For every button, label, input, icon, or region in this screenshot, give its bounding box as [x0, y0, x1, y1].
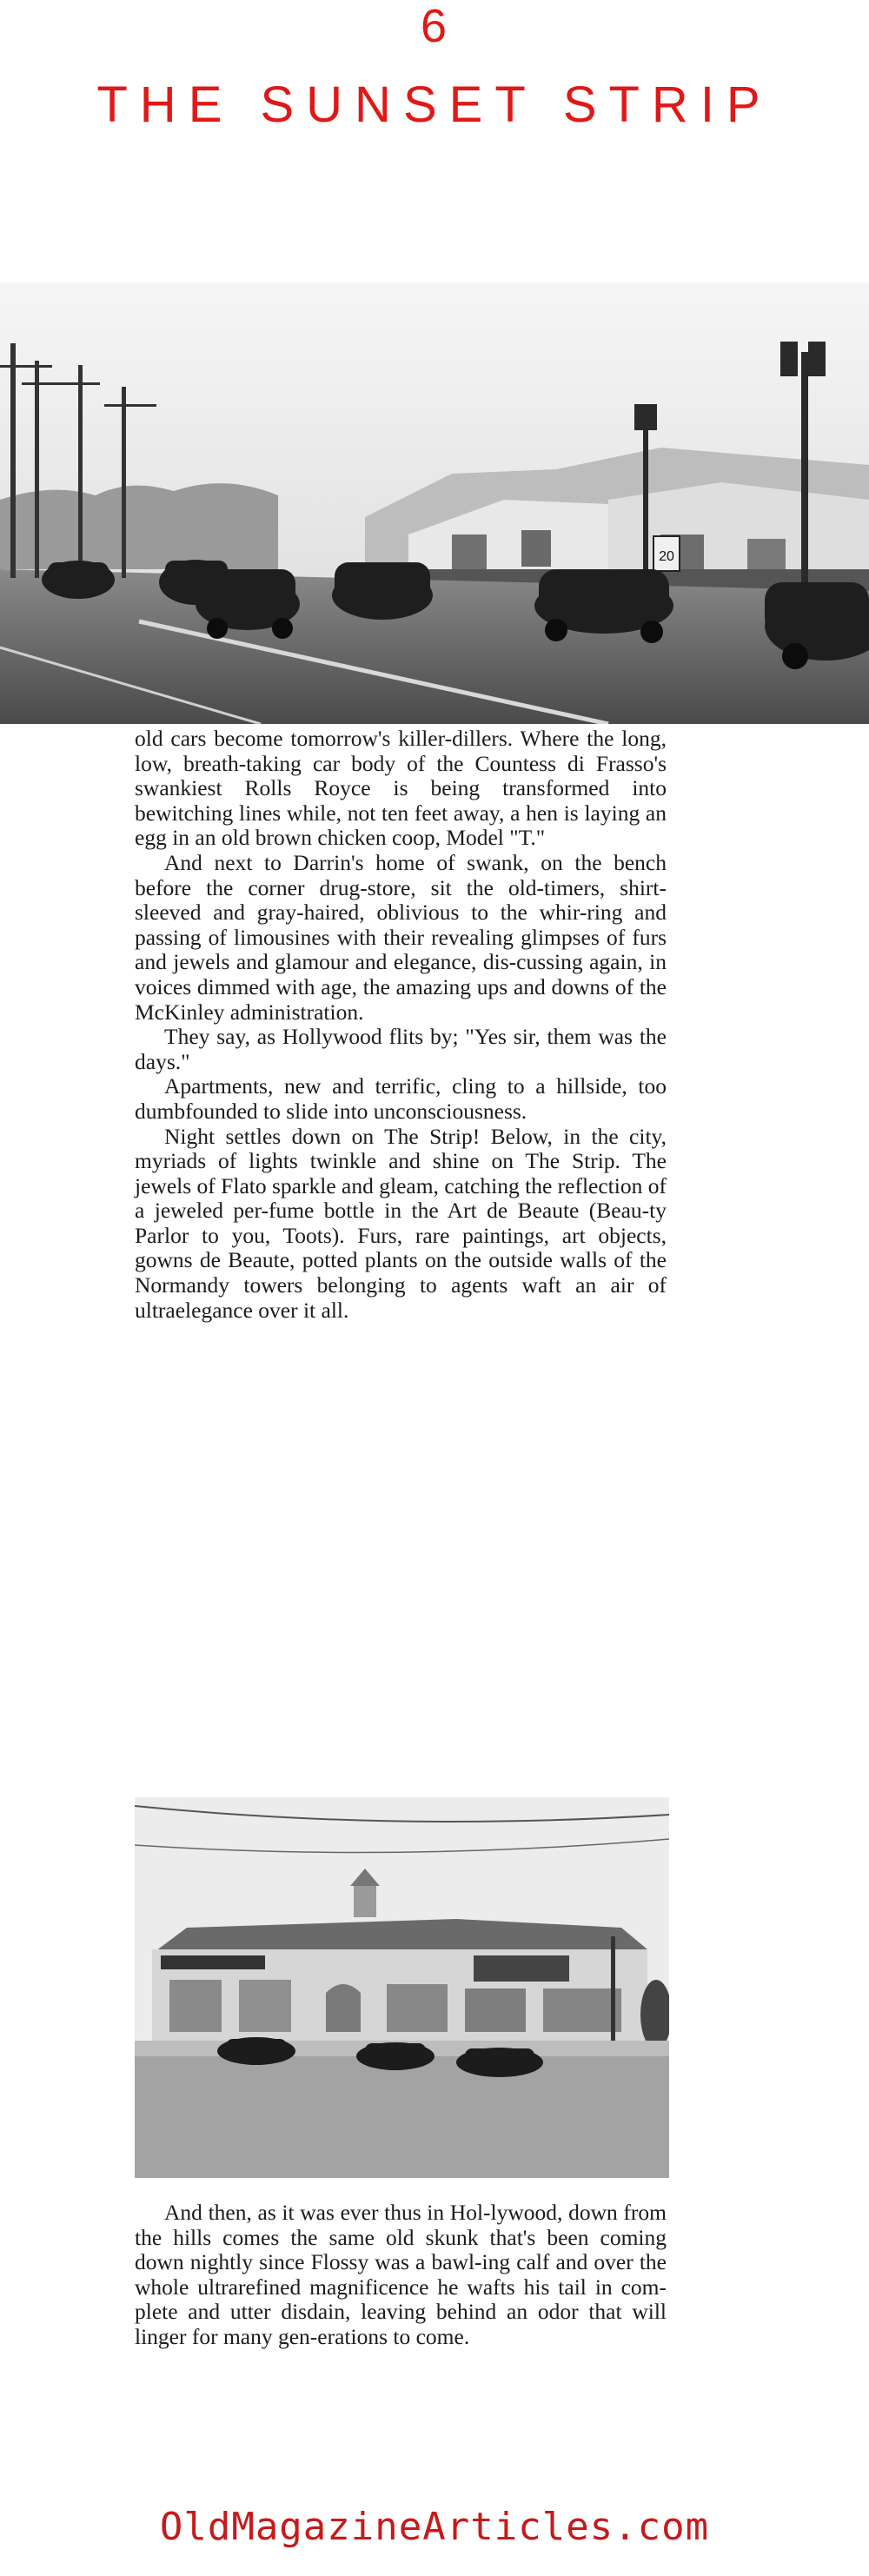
storefront-photo: [135, 1797, 669, 2178]
page-title: THE SUNSET STRIP: [96, 76, 773, 133]
article-paragraph: Apartments, new and terrific, cling to a hillside, too dumbfounded to slide into unconsciousness.: [135, 1073, 667, 1124]
article-paragraph: And then, as it was ever thus in Hol-lywood, down from the hills comes the same old skunk that's been coming down nightly since Flossy was a bawl-ing calf and over the whole ultrarefined magnificence he wafts his tail in com-plete and utter disdain, leaving behind an odor that will linger for many gen-erations to come.: [135, 2200, 667, 2349]
site-watermark[interactable]: OldMagazineArticles.com: [159, 2505, 710, 2549]
article-closing: [135, 2201, 667, 2350]
article-paragraph: old cars become tomorrow's killer-dillers. Where the long, low, breath-taking car body of the Countess di Frasso's swankiest Rolls Royce is being transformed into bewitching lines while, not ten feet away, a hen is laying an egg in an old brown chicken coop, Model "T.": [135, 726, 667, 851]
article-paragraph: They say, as Hollywood flits by; "Yes sir, them was the days.": [135, 1024, 667, 1074]
article-paragraph: And next to Darrin's home of swank, on the bench before the corner drug-store, sit the old-timers, shirt-sleeved and gray-haired, oblivious to the whir-ring and passing of limousines with their revealing glimpses of furs and jewels and glamour and elegance, dis-cussing again, in voices dimmed with age, the amazing ups and downs of the McKinley administration.: [135, 849, 667, 1025]
article-body: [135, 727, 667, 1323]
street-photo: [0, 282, 869, 724]
article-paragraph: Night settles down on The Strip! Below, in the city, myriads of lights twinkle and shine on The Strip. The jewels of Flato sparkle and gleam, catching the reflection of a jeweled per-fume bottle in the Art de Beaute (Beau-ty Parlor to you, Toots). Furs, rare paintings, art objects, gowns de Beaute, potted plants on the outside walls of the Normandy towers belonging to agents waft an air of ultraelegance over it all.: [135, 1123, 667, 1323]
speed-sign-text: 20: [659, 549, 674, 564]
page-number: 6: [420, 0, 449, 52]
